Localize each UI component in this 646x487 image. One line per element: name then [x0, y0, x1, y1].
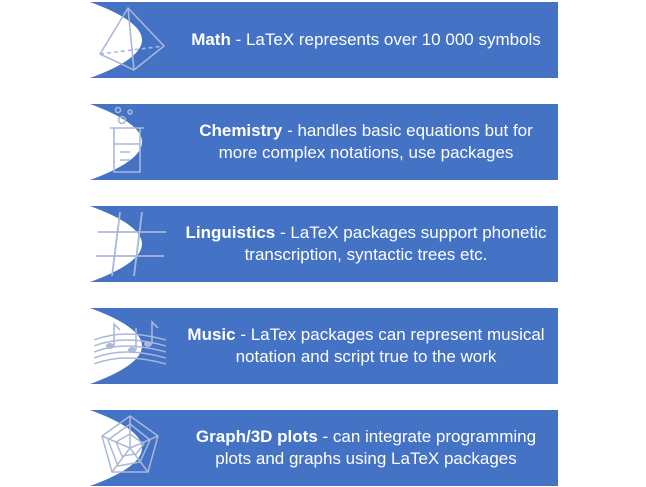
item-text — [182, 308, 550, 384]
music-notes-icon — [94, 310, 166, 382]
item-description: - handles basic equations but for more complex notations, use packages — [218, 121, 533, 162]
item-description: - LaTeX represents over 10 000 symbols — [230, 30, 541, 49]
item-title: Math — [191, 30, 231, 49]
list-item-chemistry — [90, 104, 558, 180]
item-description: - can integrate programming plots and graphs using LaTeX packages — [215, 427, 537, 468]
list-item-linguistics — [90, 206, 558, 282]
list-item-graph-3d-plots — [90, 410, 558, 486]
list-item-math — [90, 2, 558, 78]
item-text — [182, 104, 550, 180]
item-text — [182, 2, 550, 78]
pyramid-icon — [94, 4, 166, 76]
item-text — [182, 410, 550, 486]
item-text — [182, 206, 550, 282]
item-description: - LaTex packages can represent musical notation and script true to the work — [235, 325, 545, 366]
hash-icon — [94, 208, 166, 280]
radar-plot-icon — [94, 412, 166, 484]
item-title: Graph/3D plots — [195, 427, 318, 446]
item-title: Linguistics — [185, 223, 276, 242]
item-title: Chemistry — [199, 121, 283, 140]
beaker-icon — [94, 106, 166, 178]
item-title: Music — [187, 325, 236, 344]
item-description: - LaTeX packages support phonetic transcription, syntactic trees etc. — [244, 223, 547, 264]
list-item-music — [90, 308, 558, 384]
